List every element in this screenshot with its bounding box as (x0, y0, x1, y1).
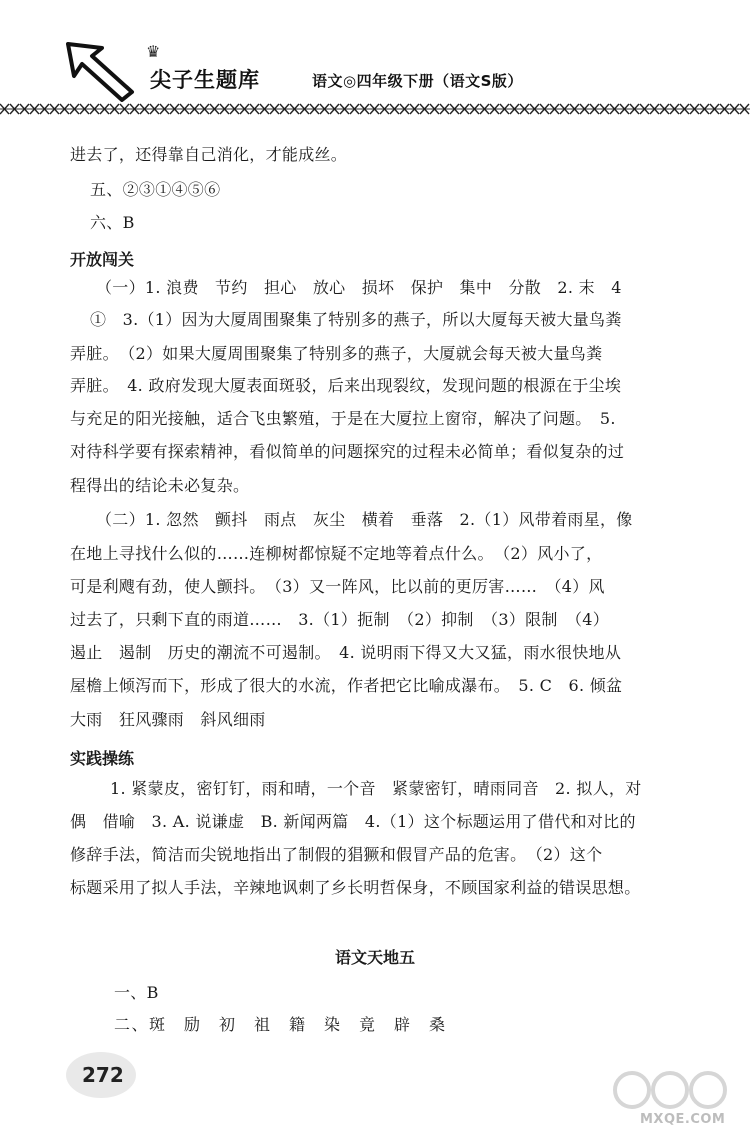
watermark-text: MXQE.COM (640, 1112, 726, 1127)
text-line: 可是利飕有劲，使人颤抖。 （3）又一阵风，比以前的更厉害…… （4）风 (70, 577, 605, 596)
text-line: 偶 借喻 3. A. 说谦虚 B. 新闻两篇 4.（1）这个标题运用了借代和对比的 (70, 812, 636, 831)
text-line: 标题采用了拟人手法，辛辣地讽刺了乡长明哲保身，不顾国家利益的错误思想。 (70, 878, 641, 897)
text-line: 大雨 狂风骤雨 斜风细雨 (70, 710, 266, 729)
text-line: 程得出的结论未必复杂。 (70, 476, 250, 495)
text-line: 屋檐上倾泻而下，形成了很大的水流，作者把它比喻成瀑布。 5. C 6. 倾盆 (70, 676, 623, 695)
section-heading-practice: 实践操练 (70, 749, 135, 768)
page-header (0, 0, 750, 120)
text-line: 弄脏。 4. 政府发现大厦表面斑驳，后来出现裂纹，发现问题的根源在于尘埃 (70, 376, 622, 395)
decorative-border (0, 103, 750, 115)
text-line: 在地上寻找什么似的……连柳树都惊疑不定地等着点什么。 （2）风小了， (70, 544, 603, 563)
book-series-logo: 尖子生题库 (150, 68, 260, 92)
text-line: 过去了，只剩下直的雨道…… 3.（1）扼制 （2）抑制 （3）限制 （4） (70, 610, 610, 629)
text-line: 修辞手法，简洁而尖锐地指出了制假的猖獗和假冒产品的危害。 （2）这个 (70, 845, 603, 864)
text-line: 弄脏。 （2）如果大厦周围聚集了特别多的燕子，大厦就会每天被大量鸟粪 (70, 344, 603, 363)
section-heading-open: 开放闯关 (70, 250, 135, 269)
text-line: （一）1. 浪费 节约 担心 放心 损坏 保护 集中 分散 2. 末 4 (96, 278, 622, 297)
text-line: 与充足的阳光接触，适合飞虫繁殖，于是在大厦拉上窗帘，解决了问题。 5. (70, 409, 616, 428)
section-heading-five: 语文天地五 (334, 948, 415, 967)
text-line: 遏止 遏制 历史的潮流不可遏制。 4. 说明雨下得又大又猛，雨水很快地从 (70, 643, 622, 662)
text-line: ① 3.（1）因为大厦周围聚集了特别多的燕子，所以大厦每天被大量鸟粪 (90, 310, 622, 329)
answer-five: 五、②③①④⑤⑥ (90, 180, 221, 199)
page-number: 272 (82, 1063, 124, 1087)
crown-icon: ♛ (146, 42, 161, 61)
text-line: 对待科学要有探索精神，看似简单的问题探究的过程未必简单；看似复杂的过 (70, 442, 625, 461)
text-line: 二、斑 励 初 祖 籍 染 竟 辟 桑 (114, 1015, 447, 1034)
arrow-logo-icon (62, 40, 142, 102)
text-line: 一、B (114, 983, 159, 1002)
text-line: （二）1. 忽然 颤抖 雨点 灰尘 横着 垂落 2.（1）风带着雨星，像 (96, 510, 633, 529)
text-line: 进去了，还得靠自己消化，才能成丝。 (70, 145, 348, 164)
answer-six: 六、B (90, 213, 135, 232)
watermark-logo-icon (610, 1070, 740, 1115)
book-subtitle: 语文◎四年级下册（语文S版） (312, 72, 523, 90)
text-line: 1. 紧蒙皮，密钉钉，雨和晴，一个音 紧蒙密钉，晴雨同音 2. 拟人，对 (110, 779, 642, 798)
